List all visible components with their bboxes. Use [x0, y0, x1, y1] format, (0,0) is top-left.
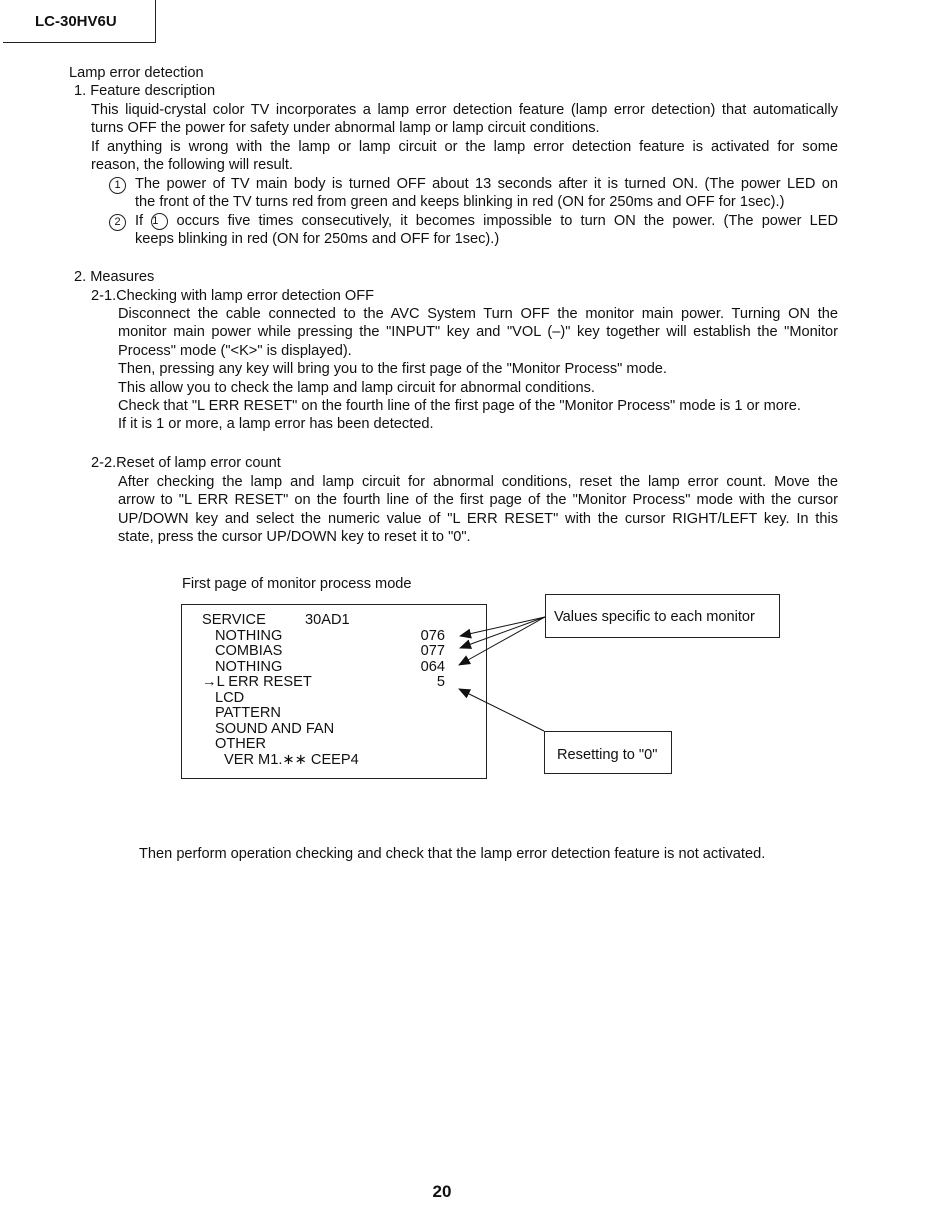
- callout-reset-text: Resetting to "0": [557, 747, 658, 763]
- menu-row-value: 064: [420, 659, 445, 675]
- menu-row-label: COMBIAS: [215, 643, 283, 659]
- text-line: This allow you to check the lamp and lamp circuit for abnormal conditions.: [118, 379, 595, 396]
- text-line: This liquid-crystal color TV incorporates a lamp error detection feature (lamp error detection) that automatically: [91, 102, 838, 118]
- feature-heading: 1. Feature description: [74, 83, 216, 99]
- figure-caption: First page of monitor process mode: [182, 576, 412, 592]
- subsection-2-1-heading: 2-1.Checking with lamp error detection OFF: [91, 288, 375, 304]
- subsection-2-2-heading: 2-2.Reset of lamp error count: [91, 455, 281, 471]
- menu-row-label: NOTHING: [215, 659, 283, 675]
- menu-row-label-selected: →L ERR RESET: [202, 674, 312, 690]
- version-line: VER M1.∗∗ CEEP4: [224, 752, 359, 768]
- text-line: monitor main power while pressing the "INPUT" key and "VOL (–)" key together will establish the "Monitor: [118, 324, 838, 341]
- menu-row-label: LCD: [215, 690, 245, 706]
- text-line: The power of TV main body is turned OFF about 13 seconds after it is turned ON. (The power LED on: [135, 176, 838, 192]
- menu-row-value: 5: [436, 674, 445, 690]
- circled-number: 1: [109, 177, 126, 194]
- text-line: After checking the lamp and lamp circuit for abnormal conditions, reset the lamp error count. Move the: [118, 474, 838, 490]
- callout-values-text: Values specific to each monitor: [554, 609, 755, 625]
- page-number: 20: [432, 1182, 452, 1201]
- menu-row-value: 076: [420, 628, 445, 644]
- menu-row-value: 077: [420, 643, 445, 659]
- arrow-to-reset-row: [459, 689, 544, 731]
- text-line: If anything is wrong with the lamp or lamp circuit or the lamp error detection feature is activated for some: [91, 139, 838, 155]
- text-line: arrow to "L ERR RESET" on the fourth line of the first page of the "Monitor Process" mode with the cursor: [118, 492, 838, 509]
- text-line: UP/DOWN key and select the numeric value of "L ERR RESET" with the cursor RIGHT/LEFT key. In this: [118, 510, 838, 527]
- arrow-to-row-3: [459, 617, 545, 665]
- menu-row-label: OTHER: [215, 736, 267, 752]
- text-fragment: If: [135, 213, 144, 229]
- menu-row-label: NOTHING: [215, 628, 283, 644]
- text-fragment: occurs five times consecutively, it becomes impossible to turn ON the power. (The power LED: [176, 213, 838, 229]
- menu-row-label: PATTERN: [215, 705, 281, 721]
- text-line: reason, the following will result.: [91, 157, 293, 174]
- model-number: LC-30HV6U: [35, 13, 117, 30]
- measures-heading: 2. Measures: [74, 269, 155, 285]
- text-line: turns OFF the power for safety under abnormal lamp or lamp circuit conditions.: [91, 120, 600, 137]
- text-line: Then, pressing any key will bring you to the first page of the "Monitor Process" mode.: [118, 361, 667, 378]
- circled-number-reference: 1: [151, 213, 168, 230]
- service-code: 30AD1: [305, 612, 350, 628]
- text-line: the front of the TV turns red from green and keeps blinking in red (ON for 250ms and OFF for 1sec).): [135, 194, 785, 211]
- arrow-to-row-2: [460, 617, 545, 648]
- text-line: Process" mode ("<K>" is displayed).: [118, 342, 352, 359]
- menu-row-label: SOUND AND FAN: [215, 721, 335, 737]
- text-line: Disconnect the cable connected to the AVC System Turn OFF the monitor main power. Turning ON the: [118, 306, 838, 322]
- text-line: state, press the cursor UP/DOWN key to reset it to "0".: [118, 529, 471, 546]
- service-label: SERVICE: [202, 612, 266, 628]
- closing-sentence: Then perform operation checking and check that the lamp error detection feature is not activated.: [139, 846, 766, 862]
- text-line: Check that "L ERR RESET" on the fourth line of the first page of the "Monitor Process" mode is 1 or more.: [118, 397, 801, 414]
- text-line: keeps blinking in red (ON for 250ms and OFF for 1sec).): [135, 231, 500, 248]
- circled-number: 2: [109, 214, 126, 231]
- text-line: If it is 1 or more, a lamp error has been detected.: [118, 416, 434, 433]
- section-title: Lamp error detection: [69, 65, 204, 81]
- arrow-to-row-1: [460, 617, 545, 636]
